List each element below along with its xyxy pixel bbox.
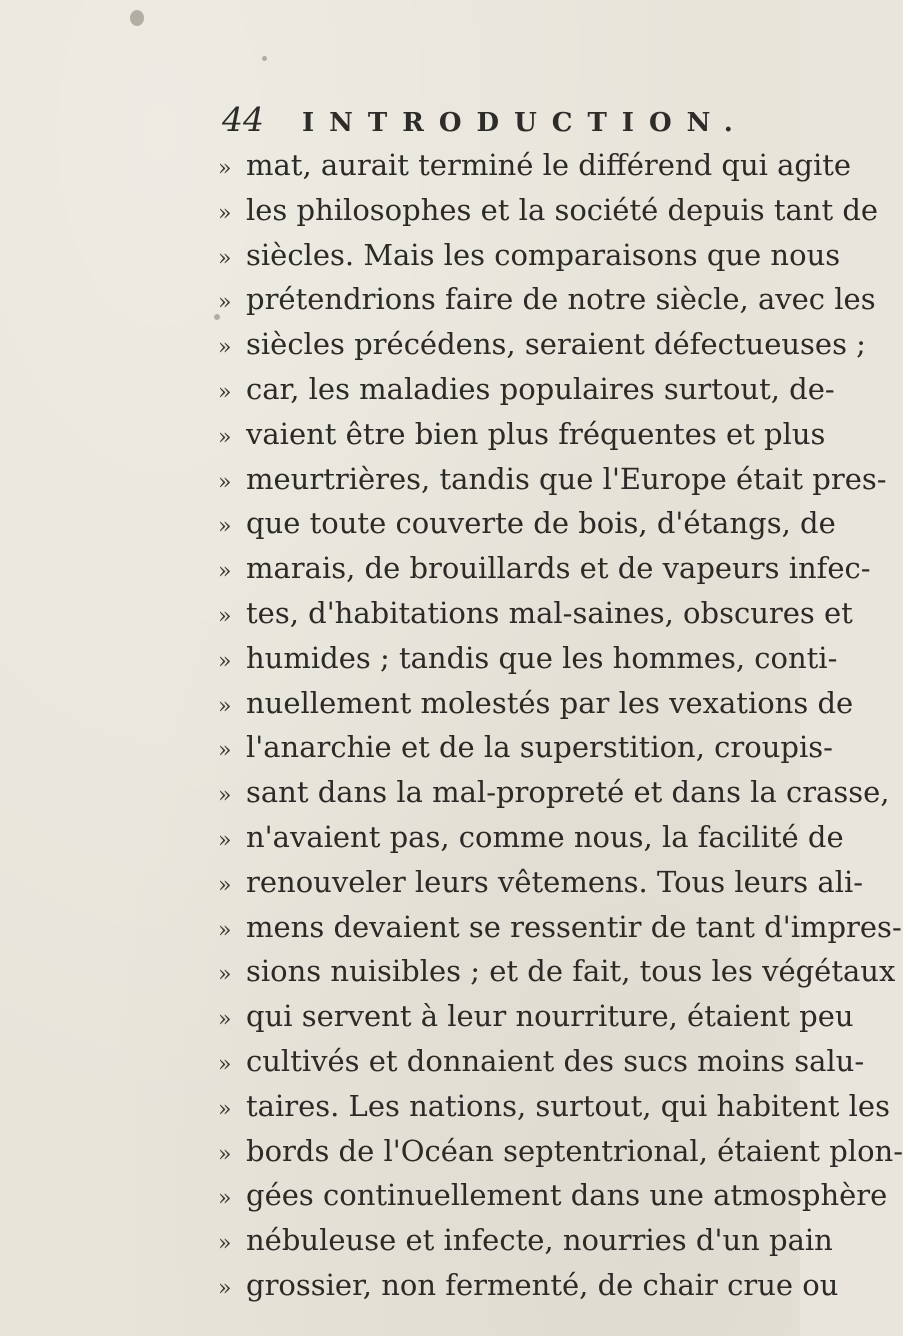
quote-mark: » <box>218 1141 232 1167</box>
quote-mark: » <box>218 290 232 316</box>
page-header <box>222 100 748 140</box>
text-line <box>218 636 838 681</box>
quote-mark: » <box>218 648 232 674</box>
quote-mark: » <box>218 962 232 988</box>
quote-mark: » <box>218 693 232 719</box>
line-text: nuellement molestés par les vexations de <box>246 685 854 720</box>
quote-mark: » <box>218 156 232 181</box>
quote-mark: » <box>218 1096 232 1122</box>
line-text: car, les maladies populaires surtout, de- <box>246 371 835 406</box>
text-line <box>218 1218 833 1263</box>
line-text: vaient être bien plus fréquentes et plus <box>246 416 826 451</box>
text-line <box>218 1084 890 1129</box>
paper-speck <box>130 10 144 26</box>
quote-mark: » <box>218 335 232 361</box>
text-line <box>218 681 854 726</box>
text-line <box>218 1129 903 1174</box>
text-line <box>218 457 887 502</box>
line-text: siècles précédens, seraient défectueuses ; <box>246 327 866 362</box>
body-text <box>218 143 903 1308</box>
quote-mark: » <box>218 827 232 853</box>
quote-mark: » <box>218 424 232 450</box>
text-line <box>218 501 836 546</box>
text-line <box>218 233 841 278</box>
text-line <box>218 322 866 367</box>
quote-mark: » <box>218 245 232 271</box>
quote-mark: » <box>218 1051 232 1077</box>
line-text: meurtrières, tandis que l'Europe était pres- <box>246 461 887 496</box>
line-text: marais, de brouillards et de vapeurs infec- <box>246 551 871 586</box>
text-line <box>218 412 826 457</box>
line-text: sions nuisibles ; et de fait, tous les végétaux <box>246 954 896 989</box>
page-number: 44 <box>222 100 264 139</box>
line-text: siècles. Mais les comparaisons que nous <box>246 237 841 272</box>
text-line <box>218 1263 839 1308</box>
line-text: que toute couverte de bois, d'étangs, de <box>246 506 836 541</box>
text-line <box>218 1173 888 1218</box>
text-line <box>218 860 864 905</box>
quote-mark: » <box>218 1275 232 1301</box>
paper-speck <box>262 56 267 61</box>
quote-mark: » <box>218 514 232 540</box>
line-text: les philosophes et la société depuis tant de <box>246 192 879 227</box>
text-line <box>218 546 871 591</box>
text-line <box>218 367 835 412</box>
line-text: bords de l'Océan septentrional, étaient plon- <box>246 1133 903 1168</box>
line-text: renouveler leurs vêtemens. Tous leurs ali- <box>246 864 864 899</box>
quote-mark: » <box>218 559 232 585</box>
line-text: l'anarchie et de la superstition, croupis- <box>246 730 833 765</box>
quote-mark: » <box>218 917 232 943</box>
line-text: taires. Les nations, surtout, qui habitent les <box>246 1088 890 1123</box>
line-text: qui servent à leur nourriture, étaient peu <box>246 999 854 1034</box>
quote-mark: » <box>218 1186 232 1212</box>
text-line <box>218 277 876 322</box>
line-text: gées continuellement dans une atmosphère <box>246 1178 888 1213</box>
line-text: humides ; tandis que les hommes, conti- <box>246 640 838 675</box>
line-text: mat, aurait terminé le différend qui agite <box>246 148 852 182</box>
running-title: INTRODUCTION. <box>302 108 748 138</box>
quote-mark: » <box>218 469 232 495</box>
quote-mark: » <box>218 379 232 405</box>
text-line <box>218 815 844 860</box>
text-line <box>218 1039 865 1084</box>
text-line <box>218 905 902 950</box>
line-text: mens devaient se ressentir de tant d'impres- <box>246 909 902 944</box>
line-text: nébuleuse et infecte, nourries d'un pain <box>246 1223 833 1258</box>
line-text: grossier, non fermenté, de chair crue ou <box>246 1267 839 1302</box>
text-line <box>218 188 879 233</box>
quote-mark: » <box>218 200 232 226</box>
text-line <box>218 591 853 636</box>
text-line <box>218 770 890 815</box>
quote-mark: » <box>218 783 232 809</box>
quote-mark: » <box>218 872 232 898</box>
text-line <box>218 143 852 188</box>
line-text: n'avaient pas, comme nous, la facilité de <box>246 819 844 854</box>
line-text: sant dans la mal-propreté et dans la crasse, <box>246 775 890 810</box>
text-line <box>218 725 833 770</box>
quote-mark: » <box>218 1007 232 1033</box>
quote-mark: » <box>218 603 232 629</box>
quote-mark: » <box>218 738 232 764</box>
line-text: cultivés et donnaient des sucs moins salu- <box>246 1043 865 1078</box>
quote-mark: » <box>218 1231 232 1257</box>
line-text: tes, d'habitations mal-saines, obscures et <box>246 595 853 630</box>
line-text: prétendrions faire de notre siècle, avec les <box>246 282 876 317</box>
text-line <box>218 949 896 994</box>
text-line <box>218 994 854 1039</box>
